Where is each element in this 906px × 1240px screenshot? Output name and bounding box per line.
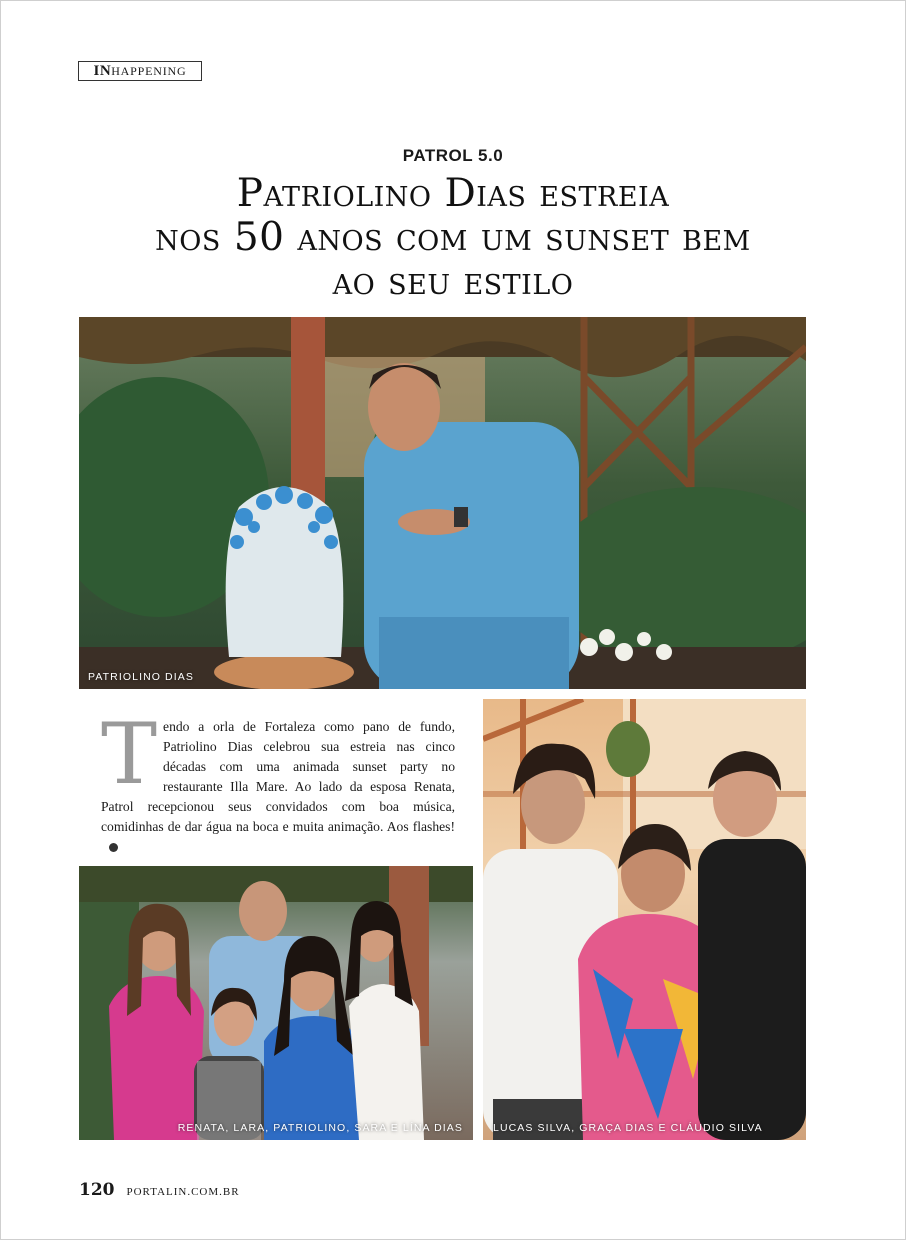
photo-patriolino-caption: PATRIOLINO DIAS (88, 671, 194, 683)
photo-family-group (79, 866, 473, 1140)
kicker: PATROL 5.0 (402, 146, 504, 165)
photo-family-group-caption: RENATA, LARA, PATRIOLINO, SARA E LÍNA DIAS (177, 1122, 463, 1134)
headline (60, 172, 846, 304)
article-dropcap: T (101, 705, 158, 803)
photo-family-trio (483, 699, 806, 1140)
page-footer (79, 1180, 240, 1200)
photo-family-trio-caption: LUCAS SILVA, GRAÇA DIAS E CLÁUDIO SILVA (493, 1122, 763, 1134)
end-of-article-icon (109, 843, 118, 852)
section-tag-rest: HAPPENING (111, 63, 187, 78)
article-text: endo a orla de Fortaleza como pano de fundo, Patriolino Dias celebrou sua estreia nas cinco décadas com uma animada sunset party no restaurante Illa Mare. Ao lado da esposa Renata, Patrol recepcionou seus convidados com boa música, comidinhas de dar água na boca e muita animação. Aos flashes! (101, 719, 455, 834)
photo-family-group-illustration (79, 866, 473, 1140)
headline-line-2: nos 50 anos com um sunset bem (155, 215, 751, 260)
photo-patriolino (79, 317, 806, 689)
section-tag (78, 61, 202, 81)
page-number: 120 (79, 1180, 115, 1200)
photo-family-trio-illustration (483, 699, 806, 1140)
headline-line-3: ao seu estilo (332, 259, 574, 304)
section-tag-bold: IN (93, 62, 112, 79)
article-body (101, 705, 455, 857)
photo-patriolino-illustration (79, 317, 806, 689)
footer-site: PORTALIN.COM.BR (126, 1186, 240, 1198)
headline-line-1: Patriolino Dias estreia (236, 171, 670, 216)
